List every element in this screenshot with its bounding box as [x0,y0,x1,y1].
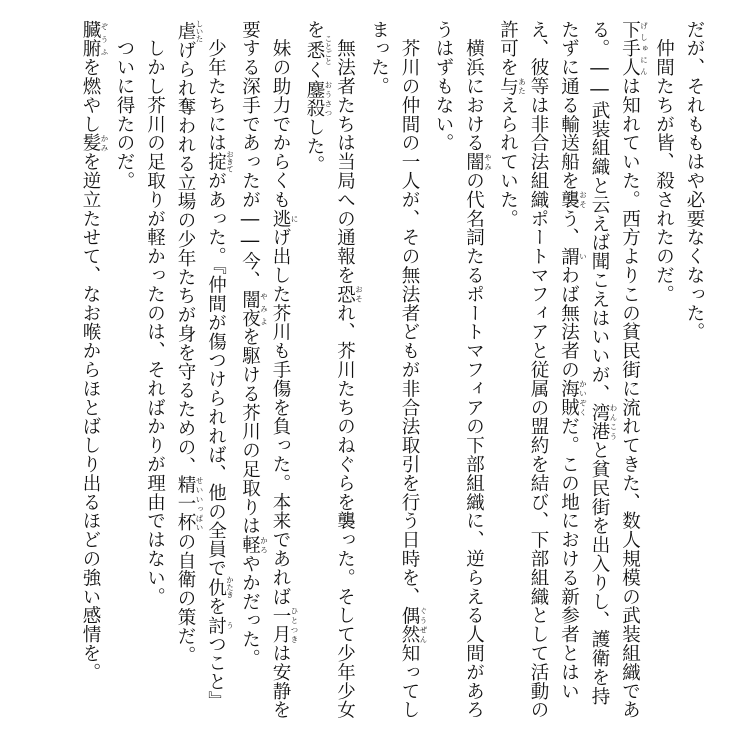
ruby-base: 討 [205,615,227,635]
paragraph [428,20,493,720]
paragraph [299,20,364,720]
ruby-base: 与 [497,76,519,96]
text-run: 無法者たちは当局への通報を [334,20,356,285]
ruby-word [558,379,588,417]
ruby-word [205,150,235,174]
furigana: わんこう [609,403,618,441]
furigana: おうさつ [324,79,333,118]
text-run: ついに得たのだ。 [114,20,135,191]
ruby-base: 悉 [304,34,325,65]
ruby-base: 恐 [334,284,356,304]
ruby-word [270,209,299,228]
text-run: しかし芥川の足取りが軽かったのは、そればかりが理由ではない。 [144,20,166,606]
paragraph [75,20,109,720]
paragraph [648,20,679,720]
text-run: を駆ける芥川の足取りは [239,327,261,536]
ruby-base: 髪 [80,133,101,153]
text-run: く [304,60,325,80]
furigana: げしゅにん [639,20,649,77]
ruby-base: 軽 [239,535,261,555]
paragraph [363,20,428,720]
furigana: しいた [195,20,204,43]
ruby-word [304,34,333,65]
paragraph [492,20,648,720]
ruby-word [558,246,588,266]
text-run: は安静を要する深手であったが――今、 [239,20,291,720]
paragraph [109,20,140,720]
text-run: を逆立たせて、なお喉からほとばしり出るほどの強い感情を。 [80,152,101,682]
text-run: つこと』 [205,634,227,711]
text-run: と貧民街を出入りし、護衛を持たずに通る輸送船を [558,20,610,706]
ruby-base: 下手人 [619,20,641,77]
ruby-word [334,284,364,304]
ruby-word [399,605,428,644]
text-run: 妹の助力でからくも [270,20,291,209]
text-run: 横浜における [463,20,485,153]
text-run: げ出した芥川も手傷を負った。本来であれば [270,227,291,606]
ruby-word [175,475,204,533]
paragraph [234,20,299,720]
ruby-word [205,575,235,599]
text-run: 芥川の仲間の一人が、その無法者どもが非合法取引を行う日時を、 [399,20,420,606]
furigana: に [290,209,299,228]
ruby-word [175,20,204,43]
ruby-base: 闇 [463,152,485,172]
text-run: を燃やし [80,57,101,134]
paragraph [170,20,235,720]
furigana: かたき [225,575,235,599]
ruby-word [304,79,333,118]
furigana: おきて [225,150,235,174]
ruby-base: 逃 [270,209,291,228]
text-run: の自衛の策だ。 [175,532,196,665]
text-run: の代名詞たるポートマフィアの下部組織に、逆らえる人間があろうはずもない。 [433,20,485,720]
text-run: わば無法者の [558,265,580,380]
text-run: げられ奪われる立場の少年たちが身を守るための、 [175,40,196,476]
text-run: は知れていた。西方よりこの貧民街に流れてきた、数人規模の武装組織である。――武装組織と云えば聞こえはいいが、 [589,20,641,720]
furigana: やみ [483,152,493,172]
ruby-base: 謂 [558,246,580,266]
text-run: 知ってしまった。 [368,20,420,720]
furigana: い [578,246,588,266]
paragraph [679,20,710,720]
furigana: かろ [259,535,269,555]
furigana: せいいっぱい [195,475,204,533]
text-run: えられていた。 [497,95,519,228]
ruby-base: 襲 [558,190,580,210]
ruby-base: 一月 [270,605,291,644]
text-run: だが、それももはや必要なくなった。 [684,20,705,342]
ruby-base: 掟 [205,150,227,174]
ruby-word [558,190,588,210]
ruby-base: 精一杯 [175,475,196,533]
ruby-base: 湾港 [589,403,610,441]
furigana: かいぞく [578,379,588,417]
ruby-word [239,535,269,555]
furigana: ことごと [324,34,333,65]
text-run: した。 [304,117,325,175]
ruby-base: 鏖殺 [304,79,325,118]
furigana: ぞうふ [100,20,109,58]
ruby-base: 虐 [175,20,196,43]
ruby-word [239,289,269,328]
ruby-word [497,76,527,96]
text-run: う、 [558,209,580,247]
ruby-word [270,605,299,644]
ruby-base: 仇 [205,575,227,599]
ruby-base: 闇夜 [239,289,261,328]
paragraph [139,20,170,720]
furigana: おそ [354,284,364,304]
furigana: う [225,615,235,635]
ruby-base: 偶然 [399,605,420,644]
furigana: ぐうぜん [419,605,428,644]
furigana: やみよ [259,289,269,328]
text-run: れ、芥川たちのねぐらを襲った。そして少年少女を [304,20,356,720]
ruby-word [619,20,649,77]
ruby-base: 海賊 [558,379,580,417]
text-run: やかだった。 [239,554,261,668]
text-run: を [205,596,227,616]
text-run: だ。この地における新参者とはいえ、彼等は非合法組織ポートマフィアと従属の盟約を結び、下部組織として活動の許可を [497,20,580,720]
text-run: があった。『仲間が傷つけられれば、他の全員で [205,171,227,578]
ruby-word [205,615,235,635]
furigana: あた [517,76,527,96]
ruby-base: 臓腑 [80,20,101,58]
text-run: 少年たちには [205,20,227,153]
furigana: ひとつき [290,605,299,644]
ruby-word [589,403,618,441]
text-run: 仲間たちが皆、殺されたのだ。 [653,20,675,304]
furigana: おそ [578,190,588,209]
novel-page [75,20,710,720]
furigana: かみ [100,133,109,153]
ruby-word [463,152,493,172]
ruby-word [80,20,109,58]
ruby-word [80,133,109,153]
